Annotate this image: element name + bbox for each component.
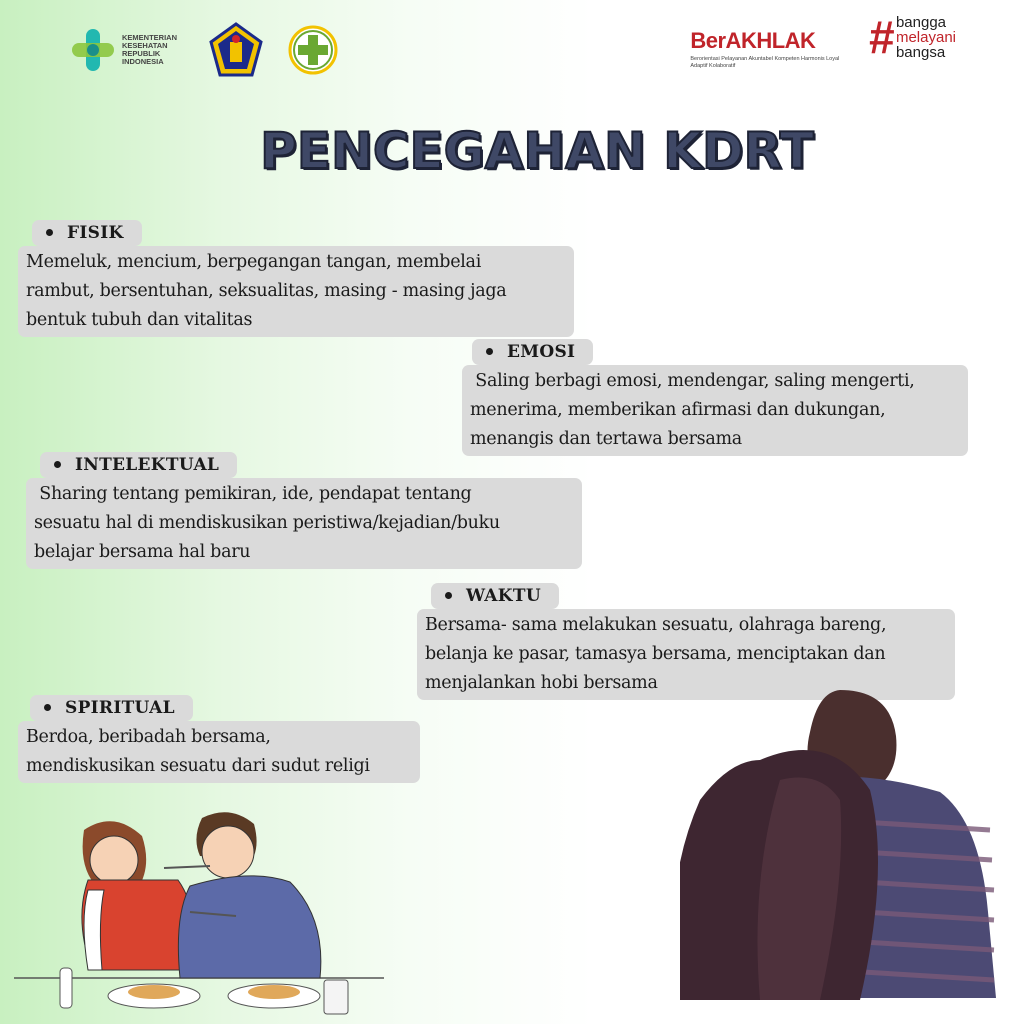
section-spiritual	[18, 695, 420, 783]
couple-hugging-illustration	[680, 690, 1000, 1000]
section-waktu-heading	[431, 583, 559, 609]
bangga-line-1: bangga	[895, 13, 947, 31]
section-spiritual-text: Berdoa, beribadah bersama, mendiskusikan sesuatu dari sudut religi	[18, 721, 420, 783]
section-intelektual	[26, 452, 582, 569]
bangga-line-3: bangsa	[895, 43, 946, 61]
section-waktu	[417, 583, 955, 700]
couple-eating-illustration	[14, 800, 384, 1020]
section-waktu-text: Bersama- sama melakukan sesuatu, olahraga bareng, belanja ke pasar, tamasya bersama, menciptakan dan menjalankan hobi bersama	[417, 609, 955, 700]
section-fisik-text: Memeluk, mencium, berpegangan tangan, membelai rambut, bersentuhan, seksualitas, masing - masing jaga bentuk tubuh dan vitalitas	[18, 246, 574, 337]
bullet-icon	[46, 229, 53, 236]
hashtag-icon: #	[868, 11, 894, 63]
header-logos-left	[70, 22, 338, 78]
section-emosi-heading-text: EMOSI	[507, 342, 576, 362]
berakhlak-title: BerAKHLAK	[690, 28, 816, 53]
section-intelektual-text: Sharing tentang pemikiran, ide, pendapat tentang sesuatu hal di mendiskusikan peristiwa/kejadian/buku belajar bersama hal baru	[26, 478, 582, 569]
kemenkes-logo	[70, 27, 184, 73]
section-emosi	[462, 339, 968, 456]
header-logos-right	[690, 11, 956, 70]
section-fisik-heading-text: FISIK	[67, 223, 124, 243]
berakhlak-logo	[690, 14, 840, 70]
kemenkes-logo-text: KEMENTERIAN KESEHATAN REPUBLIK INDONESIA	[122, 33, 178, 66]
bangga-text	[896, 15, 956, 60]
bullet-icon	[486, 348, 493, 355]
bullet-icon	[44, 704, 51, 711]
bullet-icon	[54, 461, 61, 468]
section-fisik-heading	[32, 220, 142, 246]
berakhlak-subtitle: Berorientasi Pelayanan Akuntabel Kompeten Harmonis Loyal Adaptif Kolaboratif	[690, 56, 840, 69]
bangga-line-2: melayani	[895, 28, 956, 46]
section-emosi-text: Saling berbagi emosi, mendengar, saling mengerti, menerima, memberikan afirmasi dan dukungan, menangis dan tertawa bersama	[462, 365, 968, 456]
section-fisik	[18, 220, 574, 337]
kemenkes-emblem-icon	[70, 27, 116, 73]
section-intelektual-heading-text: INTELEKTUAL	[75, 455, 220, 475]
section-spiritual-heading	[30, 695, 193, 721]
page-title: PENCEGAHAN KDRT	[260, 122, 814, 180]
health-cross-emblem-icon	[288, 25, 338, 75]
section-spiritual-heading-text: SPIRITUAL	[65, 698, 175, 718]
province-crest-icon	[208, 22, 264, 78]
section-intelektual-heading	[40, 452, 237, 478]
section-emosi-heading	[472, 339, 593, 365]
bangga-melayani-bangsa-logo	[868, 11, 956, 63]
section-waktu-heading-text: WAKTU	[466, 586, 541, 606]
bullet-icon	[445, 592, 452, 599]
